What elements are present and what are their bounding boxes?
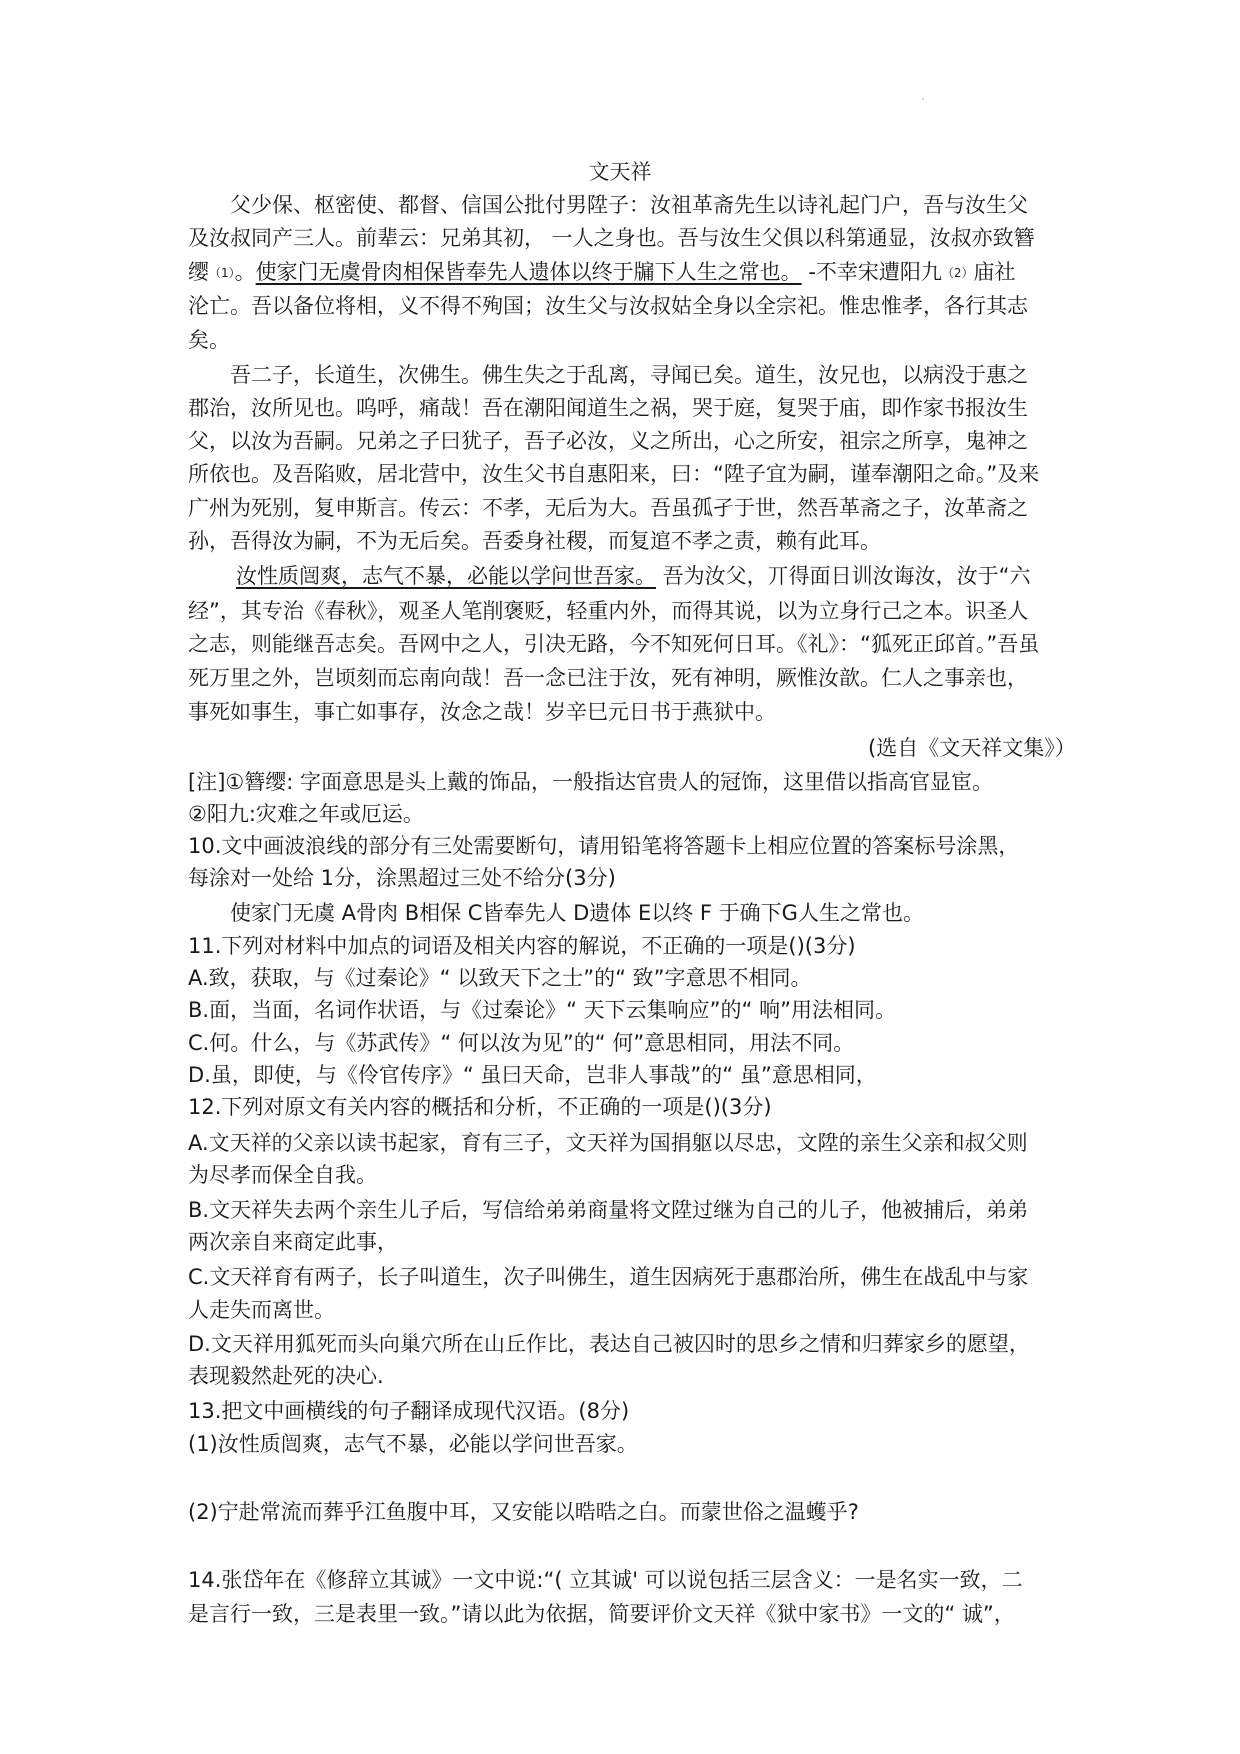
source-citation: (选自《文天祥文集》） [868,736,1076,760]
passage-line: 死万里之外，岂顷刻而忘南向哉！吾一念已注于汝，死有神明，厥惟汝歆。仁人之事亲也， [188,666,1028,690]
text: 吾为汝父，丌得面日训汝诲汝，汝于“六 [656,564,1031,588]
passage-line: 及汝叔同产三人。前辈云：兄弟其初， 一人之身也。吾与汝生父俱以科第通显，汝叔亦致簪 [188,226,1035,250]
text: 庙社 [973,260,1016,284]
question-line: C.何。什么，与《苏武传》“ 何以汝为见”的“ 何”意思相同，用法不同。 [188,1031,855,1055]
question-line: 10.文中画波浪线的部分有三处需要断句，请用铅笔将答题卡上相应位置的答案标号涂黑， [188,834,1020,858]
question-line: 每涂对一处给 1分，涂黑超过三处不给分(3分) [188,866,616,890]
passage-line: 矣。 [188,328,230,352]
question-line: 11.下列对材料中加点的词语及相关内容的解说，不正确的一项是()(3分) [188,934,856,958]
passage-line: 广州为死别，复申斯言。传云：不孝，无后为大。吾虽孤孑于世，然吾革斋之子，汝革斋之 [188,496,1028,520]
passage-line: 郡治，汝所见也。呜呼，痛哉！吾在潮阳闻道生之祸，哭于庭，复哭于庙，即作家书报汝生 [188,396,1028,420]
note-line: [注]①簪缨: 字面意思是头上戴的饰品，一般指达官贵人的冠饰，这里借以指高官显宦。 [188,770,993,794]
passage-line [188,258,1016,289]
passage-line: 父，以汝为吾嗣。兄弟之子曰犹子，吾子必汝，义之所出，心之所安，祖宗之所享，鬼神之 [188,429,1028,453]
question-line: 13.把文中画横线的句子翻译成现代汉语。(8分) [188,1399,630,1423]
question-line: B.面，当面，名词作状语，与《过秦论》“ 天下云集响应”的“ 响”用法相同。 [188,998,896,1022]
question-line: D.虽，即使，与《伶官传序》“ 虽曰天命，岂非人事哉”的“ 虽”意思相同， [188,1063,877,1087]
passage-line [236,562,1031,590]
question-line: A.致，获取，与《过秦论》“ 以致天下之士”的“ 致”字意思不相同。 [188,966,812,990]
question-line: 人走失而离世。 [188,1298,335,1322]
text: 。 [234,260,256,284]
question-line: (2)宁赴常流而葬乎江鱼腹中耳，又安能以晧晧之白。而蒙世俗之温蠖乎? [188,1500,859,1524]
wavy-underlined-sentence: 使家门无虞骨肉相保皆奉先人遗体以终于牖下人生之常也。 [255,260,802,284]
question-line: C.文天祥育有两子，长子叫道生，次子叫佛生，道生因病死于惠郡治所，佛生在战乱中与家 [188,1265,1029,1289]
footnote-ref: （2） [941,266,974,280]
passage-line: 父少保、枢密使、都督、信国公批付男陞子：汝祖革斋先生以诗礼起门户，吾与汝生父 [230,193,1028,217]
question-line: D.文天祥用狐死而头向巢穴所在山丘作比，表达自己被囚时的思乡之情和归葬家乡的愿望， [188,1332,1030,1356]
question-line: 为尽孝而保全自我。 [188,1163,377,1187]
passage-line: 之志，则能继吾志矣。吾网中之人，引决无路，今不知死何日耳。《礼》：“狐死正邱首。”吾虽 [188,632,1040,656]
passage-line: 沦亡。吾以备位将相，义不得不殉国；汝生父与汝叔姑全身以全宗祀。惟忠惟孝，各行其志 [188,294,1028,318]
question-line: B.文天祥失去两个亲生儿子后，写信给弟弟商量将文陞过继为自己的儿子，他被捕后，弟弟 [188,1198,1029,1222]
passage-line: 吾二子，长道生，次佛生。佛生失之于乱离，寻闻已矣。道生，汝兄也，以病没于惠之 [230,363,1028,387]
passage-title: 文天祥 [588,160,652,184]
question-line: 14.张岱年在《修辞立其诚》一文中说:“( 立其诚' 可以说包括三层含义：一是名实一致，二 [188,1568,1023,1592]
question-line: 12.下列对原文有关内容的概括和分析，不正确的一项是()(3分) [188,1095,772,1119]
question-line: 是言行一致，三是表里一致。”请以此为依据，简要评价文天祥《狱中家书》一文的“ 诚”， [188,1602,1015,1626]
question-line: (1)汝性质闿爽，志气不暴，必能以学问世吾家。 [188,1432,638,1456]
passage-line: 孙，吾得汝为嗣，不为无后矣。吾委身社稷，而复逭不孝之责，赖有此耳。 [188,529,881,553]
passage-line: 事死如事生，事亡如事存，汝念之哉！岁辛巳元日书于燕狱中。 [188,700,776,724]
text: -不幸宋遭阳九 [801,260,942,284]
question-line: 两次亲自来商定此事， [188,1230,398,1254]
question-line: A.文天祥的父亲以读书起家，育有三子，文天祥为国捐躯以尽忠，文陞的亲生父亲和叔父则 [188,1131,1028,1155]
underlined-sentence: 汝性质闿爽，志气不暴，必能以学问世吾家。 [236,564,656,588]
text: 缨 [188,260,209,284]
scan-mark: ' [922,97,925,106]
footnote-ref: （1） [209,266,235,280]
question-line: 使家门无虞 A骨肉 B相保 C皆奉先人 D遗体 E以终 F 于确下G人生之常也。 [230,901,924,925]
passage-line: 经”，其专治《春秋》，观圣人笔削褒贬，轻重内外，而得其说，以为立身行己之本。识圣人 [188,599,1029,623]
note-line: ②阳九:灾难之年或厄运。 [188,802,424,826]
question-line: 表现毅然赴死的决心. [188,1364,384,1388]
passage-line: 所依也。及吾陷败，居北营中，汝生父书自惠阳来，曰：“陞子宜为嗣，谨奉潮阳之命。”及来 [188,462,1040,486]
